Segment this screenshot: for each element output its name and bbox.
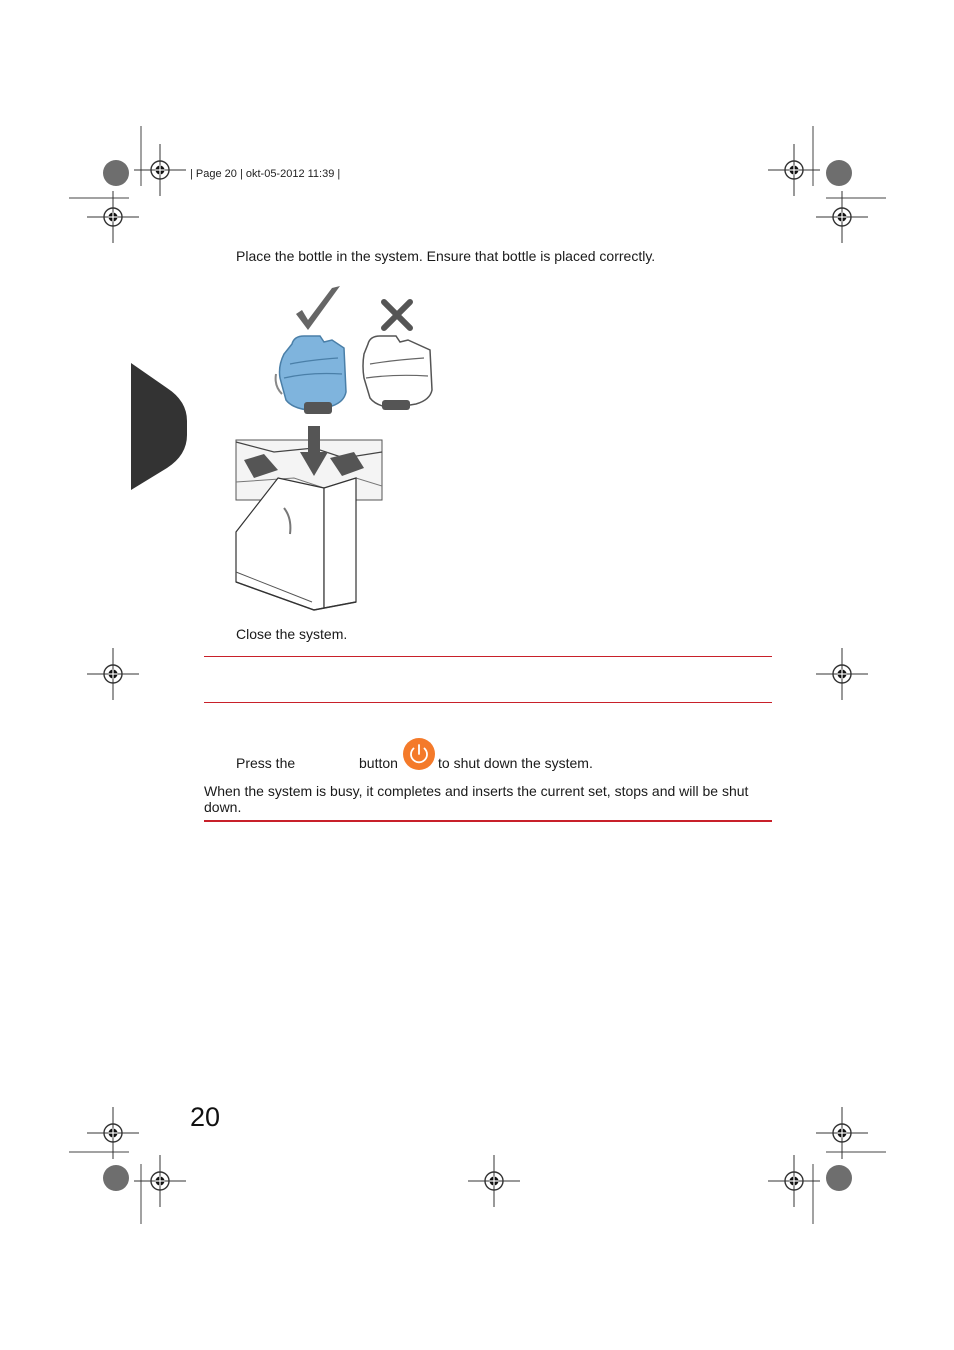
step-close-system: Close the system. xyxy=(236,626,348,642)
print-header-info: | Page 20 | okt-05-2012 11:39 | xyxy=(190,168,341,180)
section-rule xyxy=(204,702,772,703)
busy-note: When the system is busy, it completes and inserts the current set, stops and will be shut down. xyxy=(204,783,749,815)
chapter-tab xyxy=(131,363,191,493)
section-rule xyxy=(204,820,772,822)
bottle-placement-illustration xyxy=(234,282,444,612)
cross-icon xyxy=(384,302,410,328)
step-place-bottle: Place the bottle in the system. Ensure that bottle is placed correctly. xyxy=(236,248,656,264)
section-rule xyxy=(204,656,772,657)
step-shutdown-suffix: to shut down the system. xyxy=(438,755,593,771)
step-button-label: button xyxy=(359,755,398,771)
machine-illustration xyxy=(236,426,382,610)
checkmark-icon xyxy=(296,286,340,330)
page-number: 20 xyxy=(190,1102,221,1132)
power-icon[interactable] xyxy=(402,737,436,771)
bottle-incorrect xyxy=(363,336,432,410)
bottle-correct xyxy=(276,336,346,414)
step-press-label: Press the xyxy=(236,755,296,771)
